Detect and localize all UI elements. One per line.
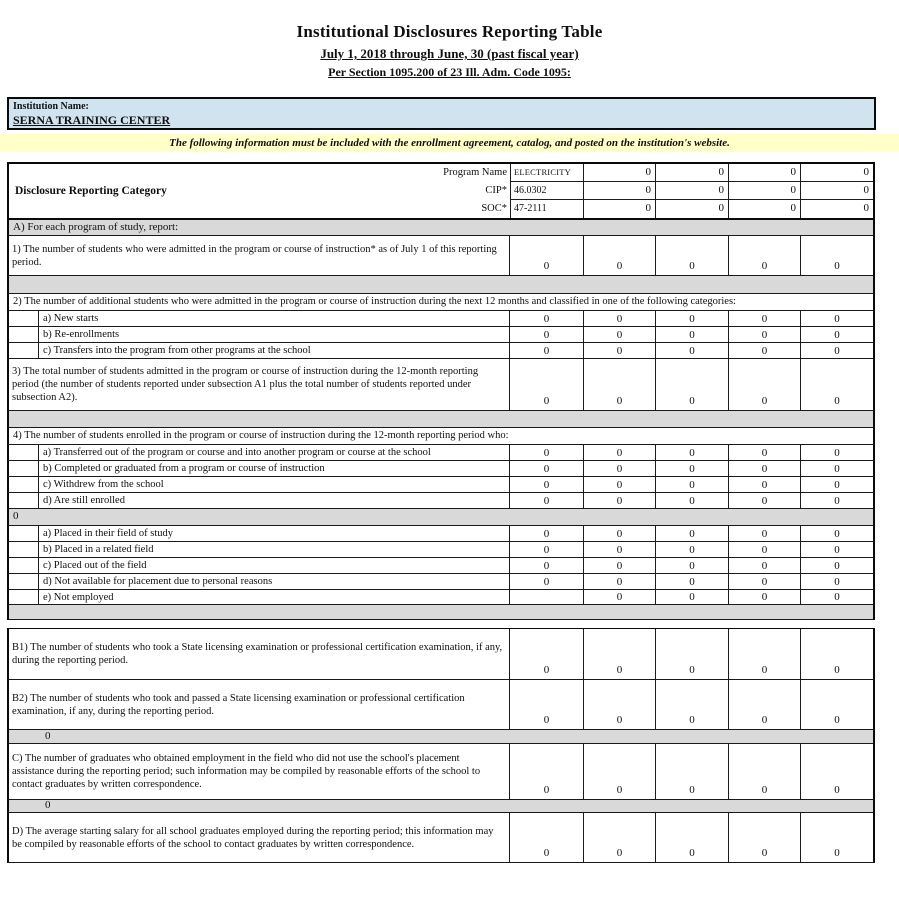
value-cell: 0 xyxy=(800,542,873,557)
indent-spacer xyxy=(9,526,39,541)
value-cell: 0 xyxy=(800,680,873,729)
row-label-cell xyxy=(9,477,510,492)
section-text: A) For each program of study, report: xyxy=(13,220,179,233)
value-cell: 0 xyxy=(655,311,728,326)
program-name-label: Program Name xyxy=(443,167,507,178)
indent-spacer xyxy=(9,590,39,604)
value-cell: 0 xyxy=(543,312,550,325)
row-label-cell xyxy=(9,327,510,342)
indent-spacer xyxy=(9,558,39,573)
row-label-cell xyxy=(9,311,510,326)
value-cell: 0 xyxy=(728,445,800,460)
row-label: c) Placed out of the field xyxy=(43,560,147,571)
row-label: D) The average starting salary for all school graduates employed during the reporting period; this information may be compiled by reasonable efforts of the school to contact graduates by written correspondence. xyxy=(12,825,494,850)
value-cell: 0 xyxy=(543,446,550,459)
value-cell: 0 xyxy=(543,527,550,540)
institution-box xyxy=(7,97,876,130)
value-cell: 0 xyxy=(800,558,873,573)
row-label: a) New starts xyxy=(43,313,99,324)
value-cell: 0 xyxy=(728,574,800,589)
value-cell: 0 xyxy=(728,343,800,358)
value-cell: 0 xyxy=(543,462,550,475)
value-cell: 0 xyxy=(800,526,873,541)
row-a2a xyxy=(7,311,875,327)
value-cell: 0 xyxy=(655,526,728,541)
row-label-cell xyxy=(9,558,510,573)
value-cell: 0 xyxy=(728,164,800,182)
section-zero-2 xyxy=(7,730,875,744)
divider-row xyxy=(7,605,875,620)
value-cell: 0 xyxy=(728,461,800,476)
value-cell: 0 xyxy=(583,236,655,275)
value-cell: 0 xyxy=(728,629,800,679)
value-cell: 0 xyxy=(655,680,728,729)
value-cell: 0 xyxy=(655,744,728,799)
row-a5e xyxy=(7,590,875,605)
value-cell xyxy=(510,590,583,604)
row-b1 xyxy=(7,628,875,680)
value-cell: 0 xyxy=(800,200,873,218)
value-cell: 0 xyxy=(543,714,550,726)
row-label-cell xyxy=(9,359,510,410)
row-label-cell xyxy=(9,574,510,589)
spacer-row xyxy=(7,620,875,628)
value-cell: 0 xyxy=(543,494,550,507)
row-a2-header xyxy=(7,294,875,311)
note-text: 4) The number of students enrolled in the program or course of instruction during the 12-month reporting period who: xyxy=(13,430,509,442)
row-label-cell xyxy=(9,542,510,557)
value-cell: 0 xyxy=(800,574,873,589)
table-header xyxy=(7,162,875,220)
row-a4b xyxy=(7,461,875,477)
value-cell: 0 xyxy=(800,236,873,275)
row-label-cell xyxy=(9,445,510,460)
value-cell: 0 xyxy=(728,542,800,557)
value-cell: 0 xyxy=(728,493,800,508)
soc-value: 47-2111 xyxy=(510,200,583,218)
row-label-cell xyxy=(9,461,510,476)
cip-value: 46.0302 xyxy=(510,182,583,200)
code-reference-subtitle: Per Section 1095.200 of 23 Ill. Adm. Code 1095: xyxy=(328,65,571,79)
indent-spacer xyxy=(9,311,39,326)
value-cell: 0 xyxy=(655,445,728,460)
value-cell: 0 xyxy=(583,558,655,573)
indent-spacer xyxy=(9,461,39,476)
indent-spacer xyxy=(9,477,39,492)
value-cell: 0 xyxy=(800,813,873,862)
row-label: B1) The number of students who took a State licensing examination or professional certification examination, if any, during the reporting period. xyxy=(12,642,503,666)
row-label-cell xyxy=(9,493,510,508)
value-cell: 0 xyxy=(728,182,800,200)
value-cell: 0 xyxy=(583,542,655,557)
section-zero-1 xyxy=(7,509,875,526)
program-name-value: ELECTRICITY xyxy=(510,164,583,182)
row-c xyxy=(7,744,875,800)
soc-label: SOC* xyxy=(481,203,507,214)
value-cell: 0 xyxy=(583,813,655,862)
indent-spacer xyxy=(9,343,39,358)
indent-spacer xyxy=(9,445,39,460)
value-cell: 0 xyxy=(728,327,800,342)
value-cell: 0 xyxy=(583,477,655,492)
value-cell: 0 xyxy=(800,461,873,476)
value-cell: 0 xyxy=(543,344,550,357)
value-cell: 0 xyxy=(583,164,655,182)
value-cell: 0 xyxy=(543,260,550,272)
note-text: 2) The number of additional students who were admitted in the program or course of instruction during the next 12 months and classified in one of the following categories: xyxy=(13,296,736,308)
value-cell: 0 xyxy=(655,493,728,508)
row-a4d xyxy=(7,493,875,509)
value-cell: 0 xyxy=(583,526,655,541)
section-text: 0 xyxy=(45,799,51,812)
row-label: c) Withdrew from the school xyxy=(43,479,164,490)
indent-spacer xyxy=(9,327,39,342)
row-label-cell xyxy=(9,744,510,799)
value-cell: 0 xyxy=(800,182,873,200)
row-label: a) Transferred out of the program or course and into another program or course at the school xyxy=(43,447,431,458)
value-cell: 0 xyxy=(800,343,873,358)
section-zero-3 xyxy=(7,800,875,813)
value-cell: 0 xyxy=(655,327,728,342)
row-label-cell xyxy=(9,343,510,358)
value-cell: 0 xyxy=(583,590,655,604)
value-cell: 0 xyxy=(583,744,655,799)
value-cell: 0 xyxy=(583,200,655,218)
value-cell: 0 xyxy=(800,311,873,326)
value-cell: 0 xyxy=(728,813,800,862)
value-cell: 0 xyxy=(800,477,873,492)
value-cell: 0 xyxy=(583,629,655,679)
row-a2c xyxy=(7,343,875,359)
value-cell: 0 xyxy=(583,445,655,460)
row-a4-header xyxy=(7,428,875,445)
value-cell: 0 xyxy=(655,236,728,275)
row-label: d) Not available for placement due to personal reasons xyxy=(43,576,273,587)
institution-name: SERNA TRAINING CENTER xyxy=(13,113,171,127)
value-cell: 0 xyxy=(728,311,800,326)
value-cell: 0 xyxy=(583,343,655,358)
value-cell: 0 xyxy=(800,590,873,604)
row-label: C) The number of graduates who obtained employment in the field who did not use the school's placement assistance during the reporting period; such information may be compiled by reasonable efforts of the school to contact graduates by written correspondence. xyxy=(12,753,481,790)
section-text: 0 xyxy=(45,729,51,742)
row-a1 xyxy=(7,236,875,276)
category-label: Disclosure Reporting Category xyxy=(15,185,167,197)
value-cell: 0 xyxy=(800,359,873,410)
row-label: 3) The total number of students admitted in the program or course of instruction during the 12-month reporting period (the number of students reported under subsection A1 plus the total number of students reported under subsection A2). xyxy=(12,366,479,403)
value-cell: 0 xyxy=(583,327,655,342)
value-cell: 0 xyxy=(543,328,550,341)
row-a2b xyxy=(7,327,875,343)
row-d xyxy=(7,813,875,863)
value-cell: 0 xyxy=(543,784,550,796)
value-cell: 0 xyxy=(583,680,655,729)
value-cell: 0 xyxy=(800,164,873,182)
row-label: c) Transfers into the program from other programs at the school xyxy=(43,345,311,356)
value-cell: 0 xyxy=(728,680,800,729)
row-a5b xyxy=(7,542,875,558)
divider-row xyxy=(7,276,875,294)
value-cell: 0 xyxy=(728,236,800,275)
page-title: Institutional Disclosures Reporting Table xyxy=(296,22,603,41)
row-label-cell xyxy=(9,526,510,541)
value-cell: 0 xyxy=(728,477,800,492)
row-label: e) Not employed xyxy=(43,591,114,603)
indent-spacer xyxy=(9,574,39,589)
row-a5a xyxy=(7,526,875,542)
row-label: 1) The number of students who were admitted in the program or course of instruction* as of July 1 of this reporting period. xyxy=(12,243,497,268)
row-label: b) Re-enrollments xyxy=(43,329,120,340)
row-label-cell xyxy=(9,236,510,275)
header-row-program xyxy=(9,164,873,182)
value-cell: 0 xyxy=(543,847,550,859)
value-cell: 0 xyxy=(655,343,728,358)
institution-label: Institution Name: xyxy=(13,101,89,112)
value-cell: 0 xyxy=(583,311,655,326)
value-cell: 0 xyxy=(800,327,873,342)
reporting-table xyxy=(7,162,875,863)
value-cell: 0 xyxy=(543,543,550,556)
value-cell: 0 xyxy=(543,559,550,572)
value-cell: 0 xyxy=(655,590,728,604)
value-cell: 0 xyxy=(543,664,550,676)
value-cell: 0 xyxy=(655,164,728,182)
notice-banner: The following information must be included with the enrollment agreement, catalog, and posted on the institution's website. xyxy=(0,134,899,152)
value-cell: 0 xyxy=(583,493,655,508)
value-cell: 0 xyxy=(583,461,655,476)
row-label: b) Placed in a related field xyxy=(43,544,154,555)
row-label: b) Completed or graduated from a program or course of instruction xyxy=(43,463,325,474)
row-label: B2) The number of students who took and passed a State licensing examination or professional certification examination, if any, during the reporting period. xyxy=(12,692,465,717)
value-cell: 0 xyxy=(655,200,728,218)
row-a4a xyxy=(7,445,875,461)
divider-row xyxy=(7,411,875,428)
row-a4c xyxy=(7,477,875,493)
row-a3 xyxy=(7,359,875,411)
value-cell: 0 xyxy=(655,477,728,492)
value-cell: 0 xyxy=(655,629,728,679)
divider-text xyxy=(9,284,17,286)
row-label-cell xyxy=(9,590,510,604)
row-a5c xyxy=(7,558,875,574)
value-cell: 0 xyxy=(543,575,550,588)
value-cell: 0 xyxy=(655,558,728,573)
section-a-header xyxy=(7,220,875,236)
row-label: d) Are still enrolled xyxy=(43,495,125,506)
header-row-soc xyxy=(9,200,873,218)
row-label-cell xyxy=(9,629,510,679)
value-cell: 0 xyxy=(728,526,800,541)
value-cell: 0 xyxy=(583,359,655,410)
row-label-cell xyxy=(9,680,510,729)
value-cell: 0 xyxy=(800,629,873,679)
row-label: a) Placed in their field of study xyxy=(43,528,174,539)
value-cell: 0 xyxy=(655,813,728,862)
table-body xyxy=(7,220,875,863)
row-label-cell xyxy=(9,813,510,862)
row-b2 xyxy=(7,680,875,730)
value-cell: 0 xyxy=(543,478,550,491)
value-cell: 0 xyxy=(583,182,655,200)
value-cell: 0 xyxy=(800,493,873,508)
value-cell: 0 xyxy=(800,744,873,799)
value-cell: 0 xyxy=(728,744,800,799)
cip-label: CIP* xyxy=(485,185,507,196)
divider-text xyxy=(9,418,17,420)
value-cell: 0 xyxy=(728,359,800,410)
value-cell: 0 xyxy=(800,445,873,460)
fiscal-year-subtitle: July 1, 2018 through June, 30 (past fiscal year) xyxy=(320,46,579,61)
value-cell: 0 xyxy=(728,590,800,604)
indent-spacer xyxy=(9,542,39,557)
value-cell: 0 xyxy=(728,558,800,573)
value-cell: 0 xyxy=(583,574,655,589)
value-cell: 0 xyxy=(655,359,728,410)
value-cell: 0 xyxy=(655,542,728,557)
value-cell: 0 xyxy=(655,182,728,200)
value-cell: 0 xyxy=(655,461,728,476)
section-text: 0 xyxy=(13,510,19,523)
divider-text xyxy=(9,611,17,613)
value-cell: 0 xyxy=(655,574,728,589)
value-cell: 0 xyxy=(728,200,800,218)
row-a5d xyxy=(7,574,875,590)
value-cell: 0 xyxy=(543,395,550,407)
indent-spacer xyxy=(9,493,39,508)
